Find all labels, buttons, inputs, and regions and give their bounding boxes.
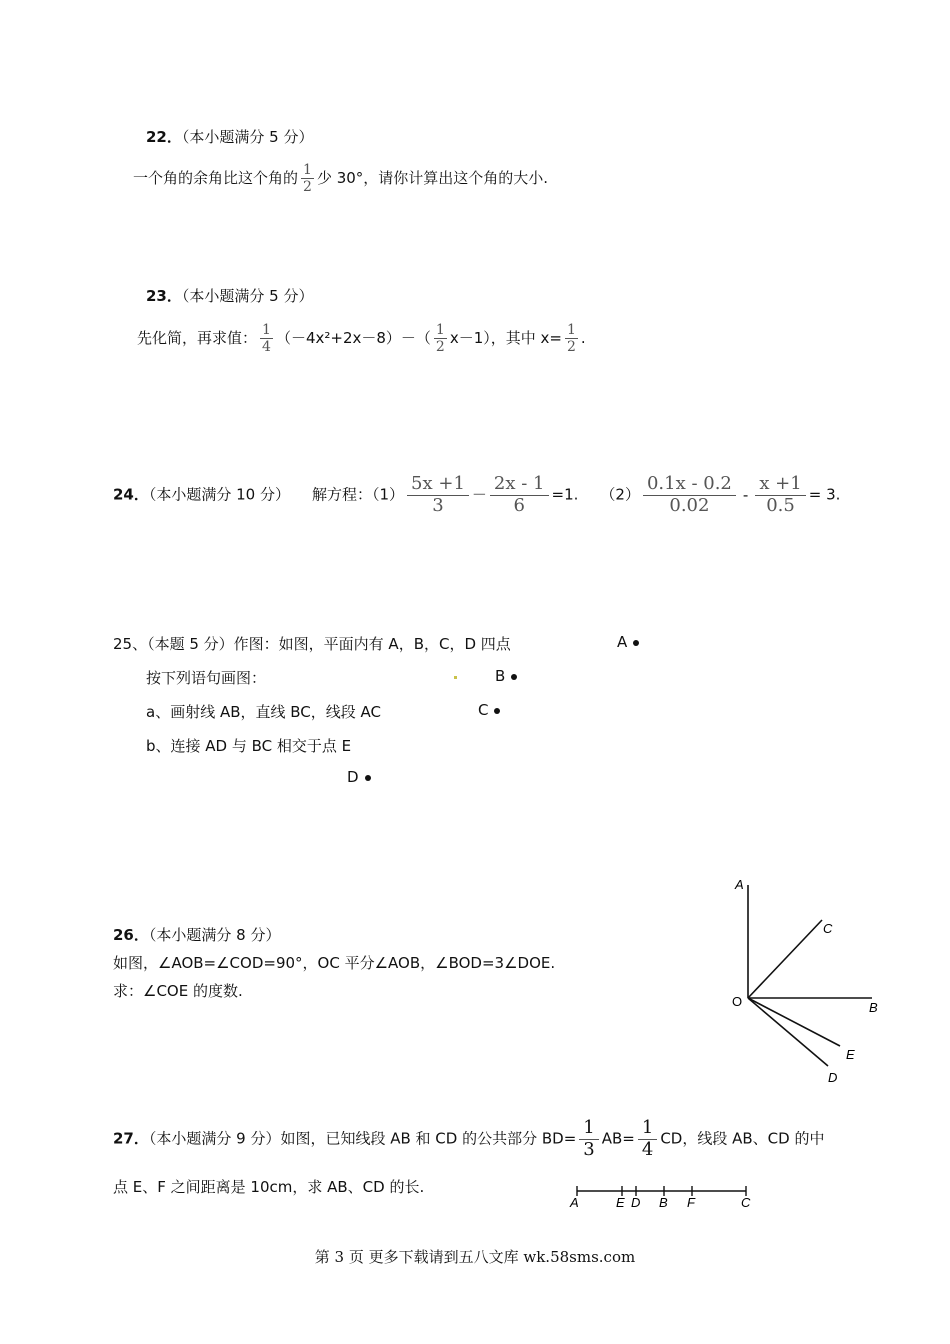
label-d: D	[828, 1070, 838, 1085]
q26-line1: 如图，∠AOB=∠COD=90°，OC 平分∠AOB，∠BOD=3∠DOE.	[113, 954, 556, 972]
q23-text-part1: 先化简，再求值：	[137, 329, 258, 348]
seg-label-f: F	[687, 1195, 695, 1210]
ray-od	[748, 998, 828, 1066]
q27-fraction-1: $\frac{1}{3}$	[579, 1118, 598, 1160]
ray-oc	[748, 920, 822, 998]
q23-text-part2: （－4x²+2x－8）－（	[275, 329, 431, 348]
q27-number: 27．	[113, 1129, 149, 1148]
q24-fraction-2: $\frac{2x - 1}{6}$	[490, 474, 549, 516]
q22-header	[146, 126, 313, 147]
q23-text-part4: .	[580, 329, 586, 348]
q27-text-part3: CD，线段 AB、CD 的中	[660, 1129, 825, 1148]
label-e: E	[846, 1047, 855, 1062]
q27-fraction-2: $\frac{1}{4}$	[638, 1118, 657, 1160]
angle-figure	[720, 870, 890, 1090]
q24-fraction-4: $\frac{x +1}{0.5}$	[755, 474, 805, 516]
point-b-dot	[511, 674, 517, 680]
page-footer: 第 3 页 更多下载请到五八文库 wk.58sms.com	[314, 1248, 636, 1266]
point-a-dot	[633, 640, 639, 646]
q22-fraction: $\frac{1}{2}$	[303, 162, 312, 196]
q27-line2: 点 E、F 之间距离是 10cm，求 AB、CD 的长.	[113, 1178, 425, 1196]
segment-figure	[560, 1180, 760, 1210]
q24-equals-1: =1.	[551, 485, 579, 504]
q24-number: 24．	[113, 485, 149, 504]
q26-score: （本小题满分 8 分）	[148, 926, 281, 944]
q23-fraction-3: $\frac{1}{2}$	[566, 322, 576, 356]
point-a: A	[617, 633, 639, 651]
label-c: C	[823, 921, 833, 936]
q22-text-part2: 少 30°，请你计算出这个角的大小.	[316, 169, 549, 188]
seg-label-d: D	[631, 1195, 641, 1210]
point-b: B	[495, 667, 517, 685]
q23-fraction-2: $\frac{1}{2}$	[435, 322, 445, 356]
q24-line	[113, 474, 840, 516]
seg-label-e: E	[616, 1195, 625, 1210]
q24-score: （本小题满分 10 分）	[148, 485, 290, 504]
seg-label-b: B	[659, 1195, 668, 1210]
point-d: D	[347, 768, 371, 786]
q23-text-part3: x－1），其中 x=	[449, 329, 562, 348]
stray-mark	[454, 676, 457, 679]
q25-line4: b、连接 AD 与 BC 相交于点 E	[146, 737, 352, 755]
q25-line2: 按下列语句画图：	[146, 669, 267, 687]
label-b: B	[869, 1000, 878, 1015]
seg-label-a: A	[570, 1195, 579, 1210]
ray-oe	[748, 998, 840, 1046]
q24-equals-2: = 3.	[808, 485, 841, 504]
q24-minus-2: -	[742, 485, 749, 504]
q24-fraction-1: $\frac{5x +1}{3}$	[407, 474, 469, 516]
q22-text	[133, 162, 548, 195]
q22-number: 22．	[146, 128, 182, 146]
q27-line1	[113, 1118, 824, 1160]
point-c: C	[478, 701, 500, 719]
q24-label-1: 解方程：（1）	[312, 485, 405, 504]
q23-text	[137, 322, 586, 355]
point-c-dot	[494, 708, 500, 714]
q25-line1: 25、（本题 5 分）作图：如图，平面内有 A，B，C，D 四点	[113, 635, 511, 653]
label-o: O	[732, 994, 743, 1009]
q23-header	[146, 285, 313, 306]
q22-text-part1: 一个角的余角比这个角的	[133, 169, 299, 188]
q26-header	[113, 924, 280, 945]
q24-label-2: （2）	[600, 485, 640, 504]
q24-minus-1: －	[471, 485, 487, 504]
q23-number: 23．	[146, 287, 182, 305]
q22-score: （本小题满分 5 分）	[181, 128, 314, 146]
q23-score: （本小题满分 5 分）	[181, 287, 314, 305]
q24-fraction-3: $\frac{0.1x - 0.2}{0.02}$	[643, 474, 736, 516]
q26-number: 26．	[113, 926, 149, 944]
q26-line2: 求：∠COE 的度数.	[113, 982, 243, 1000]
q27-text-part2: AB=	[601, 1129, 635, 1148]
seg-label-c: C	[741, 1195, 751, 1210]
q23-fraction-1: $\frac{1}{4}$	[262, 322, 271, 356]
q27-text-part1: （本小题满分 9 分）如图，已知线段 AB 和 CD 的公共部分 BD=	[148, 1129, 577, 1148]
label-a: A	[735, 877, 744, 892]
q25-line3: a、画射线 AB，直线 BC，线段 AC	[146, 703, 382, 721]
point-d-dot	[365, 775, 371, 781]
